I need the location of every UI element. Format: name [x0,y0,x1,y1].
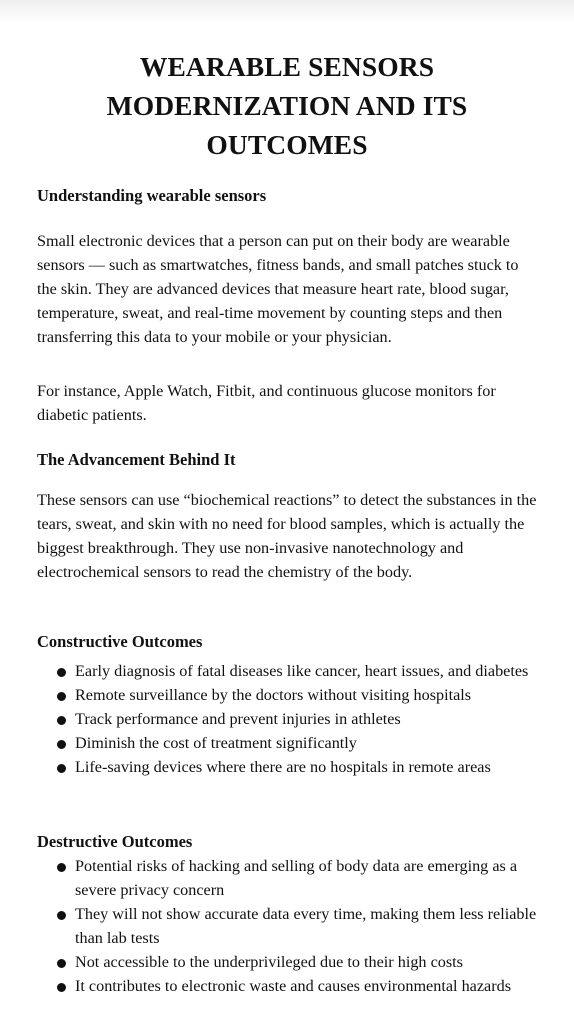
list-item-text: Early diagnosis of fatal diseases like cancer, heart issues, and diabetes [75,662,529,680]
list-item [37,902,537,950]
list-item [37,974,537,998]
bullet-icon [57,668,66,677]
list-item-text: Not accessible to the underprivileged due to their high costs [75,953,463,971]
list-item [37,659,537,683]
bullet-icon [57,983,66,992]
constructive-outcomes-list [37,659,537,779]
list-item-text: Potential risks of hacking and selling of body data are emerging as a severe privacy concern [75,857,518,899]
bullet-icon [57,863,66,872]
bullet-icon [57,764,66,773]
list-item-text: They will not show accurate data every time, making them less reliable than lab tests [75,905,537,947]
paragraph-advancement: These sensors can use “biochemical reactions” to detect the substances in the tears, sweat, and skin with no need for blood samples, which is actually the biggest breakthrough. They use non-invasive nanotechnology and electrochemical sensors to read the chemistry of the body. [37,491,537,581]
bullet-icon [57,692,66,701]
paragraph-understanding-definition: Small electronic devices that a person can put on their body are wearable sensors — such as smartwatches, fitness bands, and small patches stuck to the skin. They are advanced devices that measure heart rate, blood sugar, temperature, sweat, and real-time movement by counting steps and then transferring this data to your mobile or your physician. [37,232,519,346]
document-title: WEARABLE SENSORS MODERNIZATION AND ITS OUTCOMES [106,51,468,160]
list-item [37,950,537,974]
section-heading-constructive: Constructive Outcomes [37,632,203,651]
list-item [37,755,537,779]
list-item-text: Remote surveillance by the doctors without visiting hospitals [75,686,472,704]
list-item [37,707,537,731]
section-heading-understanding: Understanding wearable sensors [37,186,267,205]
bullet-icon [57,716,66,725]
list-item [37,854,537,902]
bullet-icon [57,911,66,920]
list-item [37,683,537,707]
paragraph-understanding-examples: For instance, Apple Watch, Fitbit, and continuous glucose monitors for diabetic patients. [37,382,496,424]
bullet-icon [57,959,66,968]
bullet-icon [57,740,66,749]
section-heading-advancement: The Advancement Behind It [37,450,236,469]
list-item-text: Track performance and prevent injuries in athletes [75,710,401,728]
section-heading-destructive: Destructive Outcomes [37,832,193,851]
destructive-outcomes-list [37,854,537,998]
top-edge-shadow [0,0,574,22]
list-item-text: It contributes to electronic waste and causes environmental hazards [75,977,511,995]
list-item-text: Life-saving devices where there are no hospitals in remote areas [75,758,491,776]
list-item-text: Diminish the cost of treatment significantly [75,734,357,752]
list-item [37,731,537,755]
